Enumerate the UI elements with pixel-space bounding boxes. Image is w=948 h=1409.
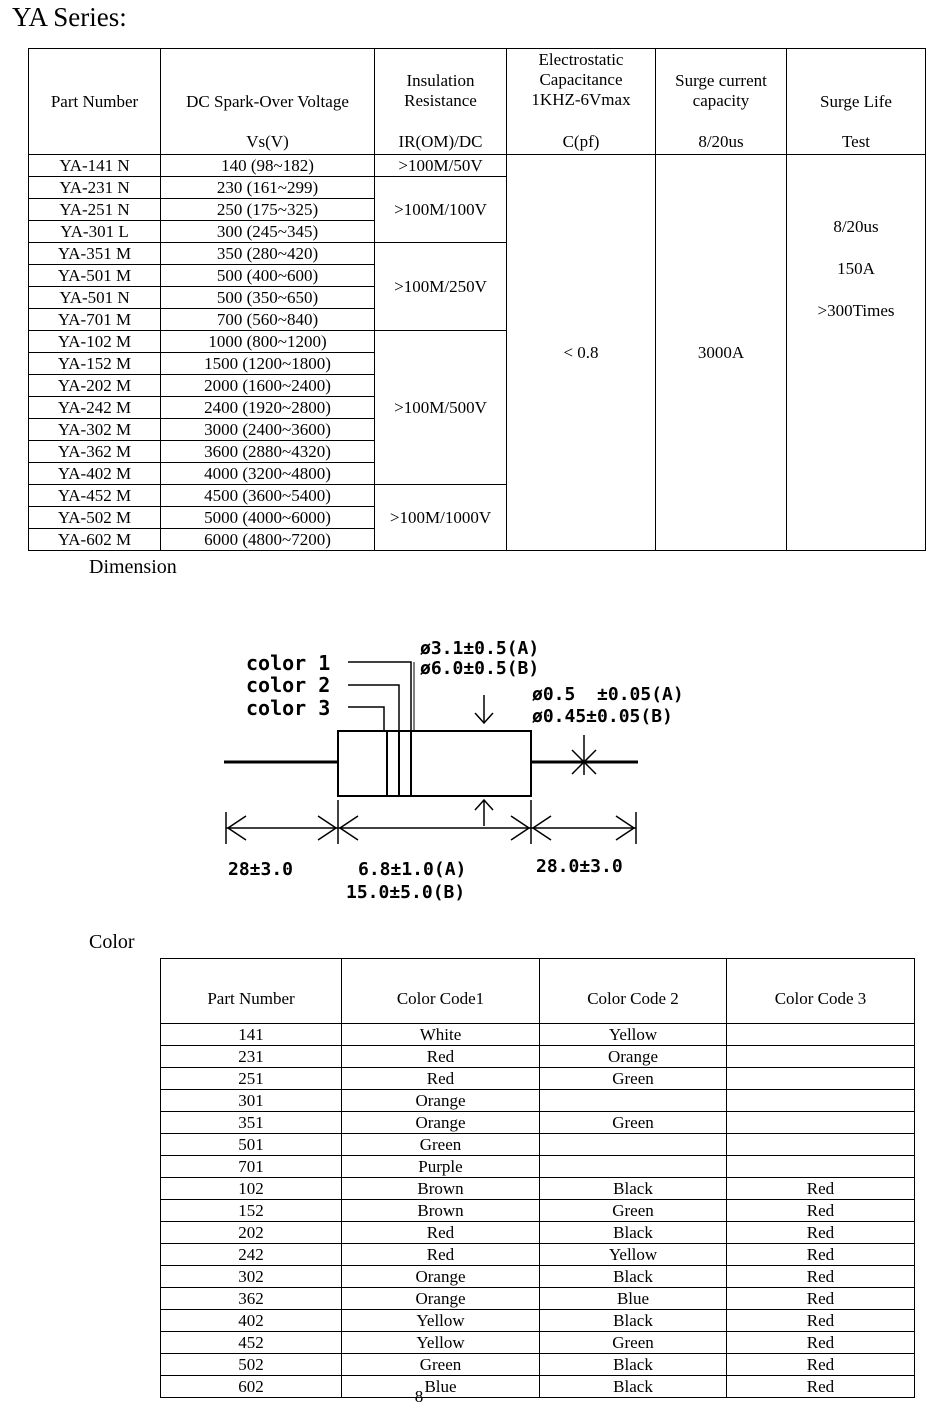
surge-life-line: >300Times [817, 300, 895, 320]
cell-voltage: 230 (161~299) [161, 177, 375, 199]
cell-insulation: >100M/100V [375, 177, 507, 243]
cell-part-number: YA-452 M [29, 485, 161, 507]
cell-part: 152 [161, 1200, 342, 1222]
color-row [161, 1046, 915, 1068]
cell-code2: Black [540, 1354, 727, 1376]
cell-code2: Green [540, 1068, 727, 1090]
color-row [161, 1332, 915, 1354]
leader-color-1 [348, 662, 411, 731]
color-row [161, 1244, 915, 1266]
cell-code3 [727, 1046, 915, 1068]
label-body-length-b: 15.0±5.0(B) [346, 882, 466, 903]
dimension-drawing [0, 600, 948, 920]
cell-voltage: 140 (98~182) [161, 155, 375, 177]
color-row [161, 1134, 915, 1156]
cell-code2: Orange [540, 1046, 727, 1068]
cell-code2: Black [540, 1222, 727, 1244]
cell-code3 [727, 1134, 915, 1156]
cell-code1: Yellow [342, 1332, 540, 1354]
cell-code3 [727, 1090, 915, 1112]
cell-code1: Purple [342, 1156, 540, 1178]
cell-surge-current: 3000A [656, 155, 787, 551]
label-color-1: color 1 [246, 651, 331, 675]
cell-code1: Orange [342, 1112, 540, 1134]
label-body-length-a: 6.8±1.0(A) [358, 859, 467, 880]
cell-part-number: YA-701 M [29, 309, 161, 331]
cell-voltage: 4000 (3200~4800) [161, 463, 375, 485]
cell-code3 [727, 1024, 915, 1046]
cell-part-number: YA-602 M [29, 529, 161, 551]
cell-voltage: 1000 (800~1200) [161, 331, 375, 353]
color-row [161, 1024, 915, 1046]
cell-capacitance: < 0.8 [507, 155, 656, 551]
cell-voltage: 3000 (2400~3600) [161, 419, 375, 441]
cell-code1: Red [342, 1046, 540, 1068]
color-header-code1: Color Code1 [342, 959, 540, 1024]
color-row [161, 1354, 915, 1376]
cell-part: 502 [161, 1354, 342, 1376]
header-surge: Surge current capacity 8/20us [656, 49, 787, 155]
cell-code1: Orange [342, 1288, 540, 1310]
cell-voltage: 5000 (4000~6000) [161, 507, 375, 529]
cell-part-number: YA-502 M [29, 507, 161, 529]
color-row [161, 1222, 915, 1244]
cell-voltage: 3600 (2880~4320) [161, 441, 375, 463]
cell-code3: Red [727, 1222, 915, 1244]
cell-code1: Orange [342, 1266, 540, 1288]
cell-voltage: 1500 (1200~1800) [161, 353, 375, 375]
cell-part-number: YA-141 N [29, 155, 161, 177]
color-row [161, 1112, 915, 1134]
color-header-code3: Color Code 3 [727, 959, 915, 1024]
color-heading: Color [89, 931, 135, 953]
cell-code2: Yellow [540, 1244, 727, 1266]
leader-color-2 [348, 685, 399, 731]
cell-code2: Black [540, 1266, 727, 1288]
color-row [161, 1310, 915, 1332]
cell-code1: Red [342, 1222, 540, 1244]
cell-voltage: 4500 (3600~5400) [161, 485, 375, 507]
cell-code3: Red [727, 1354, 915, 1376]
cell-part: 202 [161, 1222, 342, 1244]
color-row [161, 1178, 915, 1200]
cell-part: 302 [161, 1266, 342, 1288]
length-dimension-line [226, 800, 636, 844]
cell-part: 301 [161, 1090, 342, 1112]
cell-surge-life [787, 155, 926, 551]
cell-code1: Brown [342, 1178, 540, 1200]
cell-part: 602 [161, 1376, 342, 1398]
spec-table [28, 48, 926, 551]
label-lead-right: 28.0±3.0 [536, 856, 623, 877]
cell-code1: Blue [342, 1376, 540, 1398]
cell-code1: Red [342, 1244, 540, 1266]
header-voltage: DC Spark-Over Voltage Vs(V) [161, 49, 375, 155]
cell-code3: Red [727, 1244, 915, 1266]
cell-code2: Black [540, 1376, 727, 1398]
label-body-diameter-b: ø6.0±0.5(B) [420, 658, 540, 679]
color-row [161, 1266, 915, 1288]
cell-insulation: >100M/1000V [375, 485, 507, 551]
cell-code1: Brown [342, 1200, 540, 1222]
cell-code3: Red [727, 1332, 915, 1354]
cell-voltage: 6000 (4800~7200) [161, 529, 375, 551]
cell-voltage: 700 (560~840) [161, 309, 375, 331]
cell-code2 [540, 1090, 727, 1112]
cell-part-number: YA-152 M [29, 353, 161, 375]
cell-code1: Red [342, 1068, 540, 1090]
color-row [161, 1288, 915, 1310]
cell-part: 141 [161, 1024, 342, 1046]
cell-code3: Red [727, 1310, 915, 1332]
color-header-code2: Color Code 2 [540, 959, 727, 1024]
cell-part-number: YA-242 M [29, 397, 161, 419]
cell-part-number: YA-301 L [29, 221, 161, 243]
spec-header-row [29, 49, 926, 155]
cell-part: 501 [161, 1134, 342, 1156]
cell-code3 [727, 1112, 915, 1134]
cell-code2 [540, 1156, 727, 1178]
cell-insulation: >100M/500V [375, 331, 507, 485]
cell-part: 701 [161, 1156, 342, 1178]
cell-code3 [727, 1156, 915, 1178]
label-lead-left: 28±3.0 [228, 859, 294, 880]
page-number: 8 [414, 1387, 424, 1406]
cell-part-number: YA-351 M [29, 243, 161, 265]
color-row [161, 1068, 915, 1090]
spec-row [29, 155, 926, 177]
cell-code2: Green [540, 1332, 727, 1354]
cell-code1: Green [342, 1134, 540, 1156]
cell-code1: Green [342, 1354, 540, 1376]
label-lead-diameter-a: ø0.5 ±0.05(A) [532, 684, 684, 705]
cell-voltage: 300 (245~345) [161, 221, 375, 243]
cell-code1: Orange [342, 1090, 540, 1112]
cell-code3: Red [727, 1178, 915, 1200]
cell-code3: Red [727, 1288, 915, 1310]
cell-part-number: YA-231 N [29, 177, 161, 199]
header-surge-life: Surge Life Test [787, 49, 926, 155]
leader-color-3 [348, 707, 384, 731]
cell-part: 242 [161, 1244, 342, 1266]
cell-part-number: YA-362 M [29, 441, 161, 463]
cell-part: 351 [161, 1112, 342, 1134]
cell-part: 231 [161, 1046, 342, 1068]
cell-part: 452 [161, 1332, 342, 1354]
header-capacitance: Electrostatic Capacitance 1KHZ-6Vmax C(pf) [507, 49, 656, 155]
cell-insulation: >100M/50V [375, 155, 507, 177]
cell-part: 102 [161, 1178, 342, 1200]
cell-voltage: 250 (175~325) [161, 199, 375, 221]
cell-part-number: YA-501 N [29, 287, 161, 309]
cell-voltage: 500 (350~650) [161, 287, 375, 309]
cell-part-number: YA-402 M [29, 463, 161, 485]
cell-part-number: YA-501 M [29, 265, 161, 287]
color-row [161, 1156, 915, 1178]
cell-code2: Black [540, 1178, 727, 1200]
body-diameter-arrow-top [475, 695, 493, 723]
cell-part-number: YA-102 M [29, 331, 161, 353]
label-body-diameter-a: ø3.1±0.5(A) [420, 638, 540, 659]
cell-part-number: YA-202 M [29, 375, 161, 397]
cell-insulation: >100M/250V [375, 243, 507, 331]
cell-code2: Blue [540, 1288, 727, 1310]
color-row [161, 1200, 915, 1222]
cell-code2 [540, 1134, 727, 1156]
cell-code1: Yellow [342, 1310, 540, 1332]
body-diameter-arrow-bottom [475, 800, 493, 826]
dimension-heading: Dimension [89, 556, 177, 578]
surge-life-line: 150A [837, 258, 875, 278]
cell-code1: White [342, 1024, 540, 1046]
cell-part: 362 [161, 1288, 342, 1310]
cell-code3: Red [727, 1200, 915, 1222]
surge-life-line: 8/20us [833, 216, 879, 236]
label-lead-diameter-b: ø0.45±0.05(B) [532, 706, 673, 727]
cell-code2: Black [540, 1310, 727, 1332]
cell-part-number: YA-251 N [29, 199, 161, 221]
cell-code2: Green [540, 1112, 727, 1134]
cell-code2: Green [540, 1200, 727, 1222]
header-insulation: Insulation Resistance IR(OM)/DC [375, 49, 507, 155]
cell-voltage: 2400 (1920~2800) [161, 397, 375, 419]
component-body [338, 731, 531, 796]
cell-code3 [727, 1068, 915, 1090]
cell-code3: Red [727, 1266, 915, 1288]
lead-diameter-marker [572, 735, 596, 775]
cell-code2: Yellow [540, 1024, 727, 1046]
cell-part-number: YA-302 M [29, 419, 161, 441]
cell-code3: Red [727, 1376, 915, 1398]
label-color-2: color 2 [246, 673, 331, 697]
cell-part: 402 [161, 1310, 342, 1332]
cell-voltage: 2000 (1600~2400) [161, 375, 375, 397]
color-header-row [161, 959, 915, 1024]
color-row [161, 1090, 915, 1112]
color-header-part: Part Number [161, 959, 342, 1024]
page-title: YA Series: [12, 2, 127, 32]
cell-part: 251 [161, 1068, 342, 1090]
cell-voltage: 350 (280~420) [161, 243, 375, 265]
color-table [160, 958, 915, 1398]
header-part-number: Part Number [29, 49, 161, 155]
label-color-3: color 3 [246, 696, 331, 720]
cell-voltage: 500 (400~600) [161, 265, 375, 287]
